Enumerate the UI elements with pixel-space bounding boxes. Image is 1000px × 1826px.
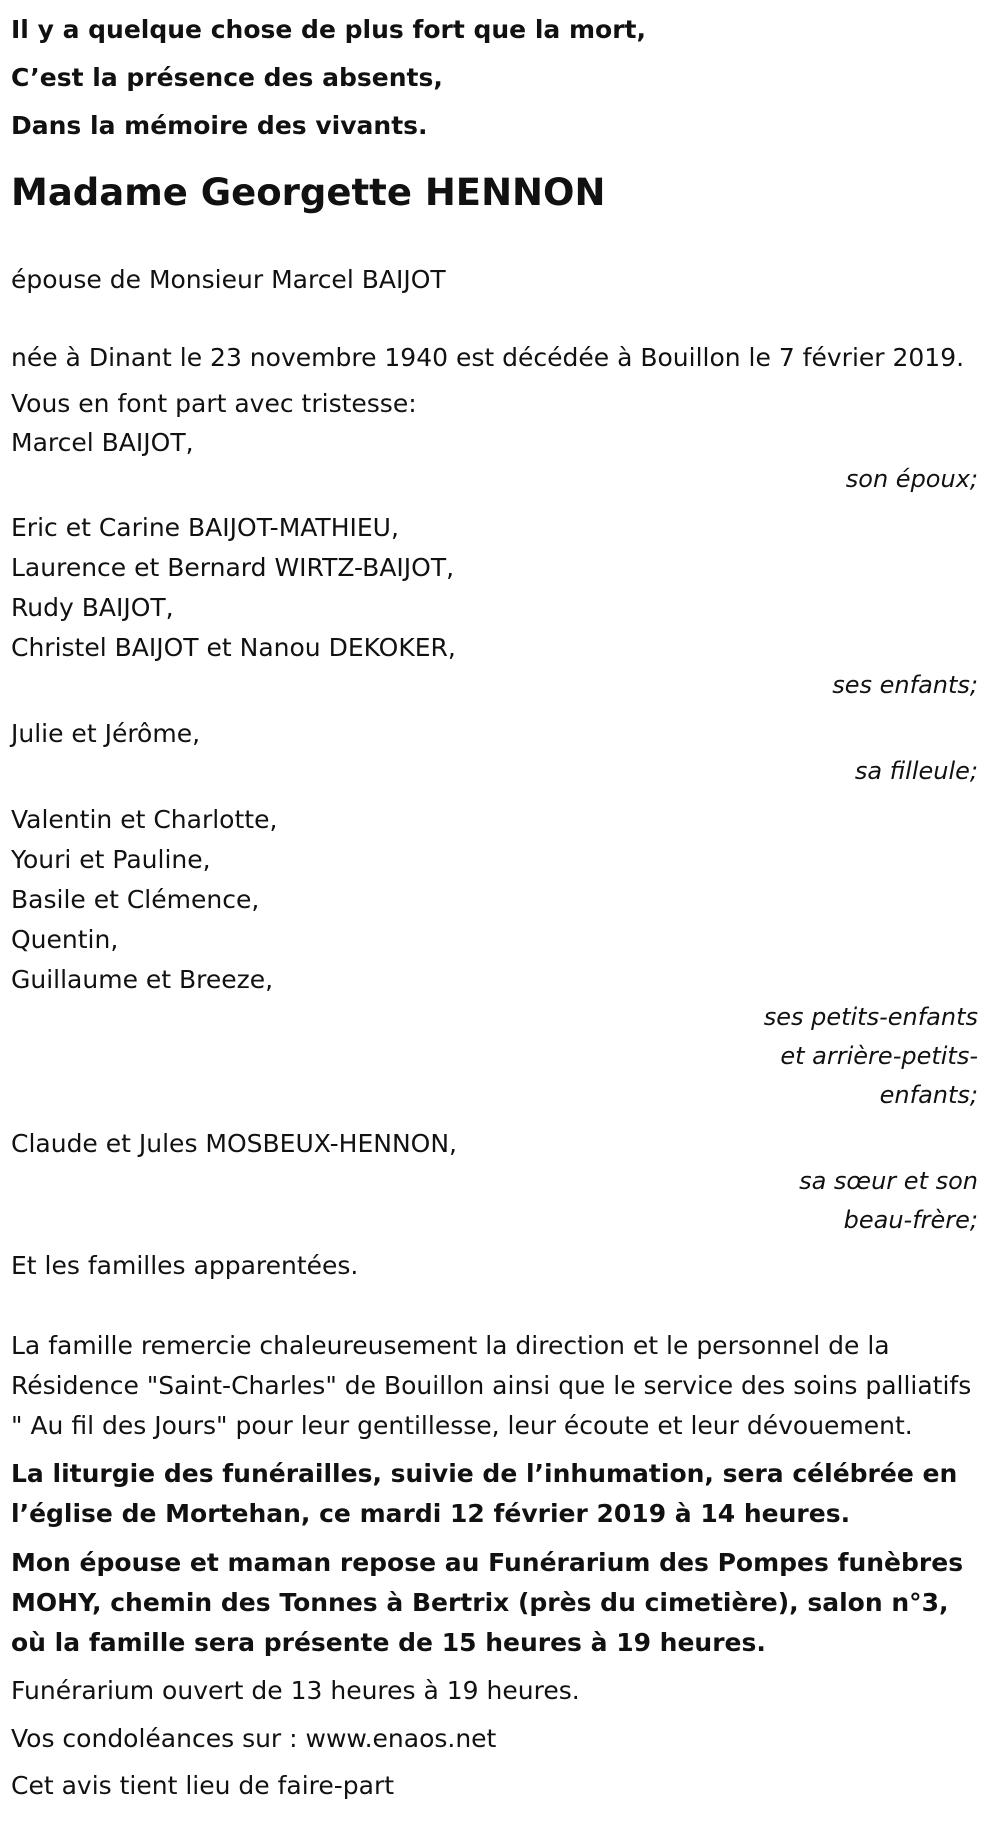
quote-line: C’est la présence des absents, [11,63,443,92]
family-name: Laurence et Bernard WIRTZ-BAIJOT, [11,553,455,582]
family-name: Rudy BAIJOT, [11,593,174,622]
quote-line: Il y a quelque chose de plus fort que la mort, [11,15,646,44]
family-role [11,460,978,499]
role-line: beau-frère; [843,1206,978,1234]
family-role [11,752,978,791]
family-group-sister [11,1124,978,1240]
family-name: Guillaume et Breeze, [11,965,274,994]
family-name: Marcel BAIJOT, [11,428,194,457]
opening-quote [11,6,978,150]
related-families: Et les familles apparentées. [11,1251,359,1280]
thanks-paragraph: La famille remercie chaleureusement la direction et le personnel de la Résidence "Saint-Charles" de Bouillon ainsi que le service des soins palliatifs " Au fil des Jours" pour leur gentillesse, leur écoute et leur dévouement. [11,1331,972,1440]
role-line: et arrière-petits- [780,1042,978,1070]
family-name: Claude et Jules MOSBEUX-HENNON, [11,1129,457,1158]
funeral-liturgy: La liturgie des funérailles, suivie de l’inhumation, sera célébrée en l’église de Mortehan, ce mardi 12 février 2019 à 14 heures. [11,1459,958,1528]
role-line: ses petits-enfants [763,1003,978,1031]
spouse-of: épouse de Monsieur Marcel BAIJOT [11,265,446,294]
family-role [11,1162,978,1240]
birth-death-info: née à Dinant le 23 novembre 1940 est décédée à Bouillon le 7 février 2019. [11,343,965,372]
family-name: Basile et Clémence, [11,885,260,914]
family-group-spouse [11,423,978,499]
role-line: sa filleule; [854,757,978,785]
family-name: Christel BAIJOT et Nanou DEKOKER, [11,633,456,662]
family-role [11,998,978,1115]
announcement-intro: Vous en font part avec tristesse: [11,389,417,418]
obituary-notice [0,6,1000,1826]
family-name: Quentin, [11,925,119,954]
family-group-grandchildren [11,800,978,1115]
family-name: Julie et Jérôme, [11,719,201,748]
role-line: enfants; [879,1081,978,1109]
family-name: Valentin et Charlotte, [11,805,278,834]
family-name: Eric et Carine BAIJOT-MATHIEU, [11,513,399,542]
funerarium-hours: Funérarium ouvert de 13 heures à 19 heures. [11,1676,580,1705]
deceased-name: Madame Georgette HENNON [11,171,606,214]
role-line: sa sœur et son [799,1167,978,1195]
family-role [11,666,978,705]
family-group-goddaughter [11,714,978,791]
quote-line: Dans la mémoire des vivants. [11,111,428,140]
condolences-link: Vos condoléances sur : www.enaos.net [11,1724,497,1753]
faire-part-note: Cet avis tient lieu de faire-part [11,1771,395,1800]
family-name: Youri et Pauline, [11,845,211,874]
role-line: ses enfants; [832,671,978,699]
funerarium-rest: Mon épouse et maman repose au Funérarium des Pompes funèbres MOHY, chemin des Tonnes à Bertrix (près du cimetière), salon n°3, où la famille sera présente de 15 heures à 19 heures. [11,1548,964,1657]
family-group-children [11,508,978,705]
role-line: son époux; [845,465,978,493]
